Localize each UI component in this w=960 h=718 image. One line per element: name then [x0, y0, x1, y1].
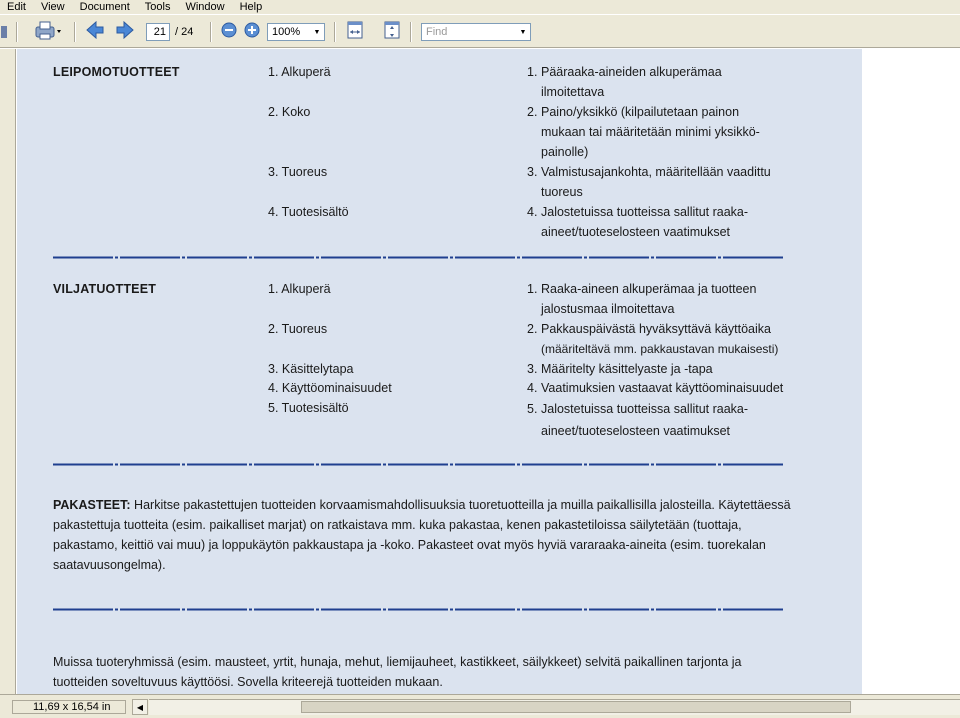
menu-bar [0, 0, 960, 14]
toolbar-separator [74, 22, 76, 42]
requirement: 1. Pääraaka-aineiden alkuperämaa ilmoitettava [527, 65, 722, 99]
criterion: 1. Alkuperä [268, 282, 331, 296]
document-page [17, 49, 862, 694]
left-panel-icon[interactable] [0, 21, 10, 43]
menu-view[interactable]: View [40, 1, 65, 13]
menu-help[interactable]: Help [239, 1, 263, 13]
requirement: 4. Jalostetuissa tuotteissa sallitut raaka- aineet/tuoteselosteen vaatimukset [527, 205, 749, 239]
print-icon [32, 19, 62, 46]
section-divider [53, 608, 784, 611]
zoom-select[interactable] [267, 23, 325, 41]
horizontal-scrollbar[interactable] [149, 699, 960, 715]
toolbar-separator [334, 22, 336, 42]
print-button[interactable] [30, 21, 64, 43]
next-page-button[interactable] [114, 21, 136, 43]
criterion: 4. Tuotesisältö [268, 205, 349, 219]
criterion: 3. Tuoreus [268, 165, 328, 179]
requirement: 3. Määritelty käsittelyaste ja -tapa [527, 362, 713, 376]
criterion: 2. Tuoreus [268, 322, 328, 336]
zoom-in-button[interactable] [241, 21, 263, 43]
toolbar-separator [410, 22, 412, 42]
scrollbar-thumb[interactable] [301, 701, 851, 713]
previous-page-button[interactable] [84, 21, 106, 43]
criterion: 3. Käsittelytapa [268, 362, 354, 376]
zoom-out-icon [221, 22, 237, 43]
next-page-icon [115, 21, 135, 44]
muissa-paragraph: Muissa tuoteryhmissä (esim. mausteet, yrtit, hunaja, mehut, liemijauheet, kastikkeet, säilykkeet) selvitä paikallinen tarjonta ja tuotteiden soveltuvuus käyttöösi. Sovella kriteerejä tuotteiden mukaan. [53, 655, 742, 689]
requirement: 2. Paino/yksikkö (kilpailutetaan painon mukaan tai määritetään minimi yksikkö- painolle) [527, 105, 760, 159]
navigation-pane-strip[interactable] [0, 49, 16, 694]
section-title: VILJATUOTTEET [53, 282, 157, 296]
menu-tools[interactable]: Tools [144, 1, 171, 13]
menu-edit[interactable]: Edit [7, 1, 26, 13]
find-input[interactable] [421, 23, 531, 41]
toolbar-separator [210, 22, 212, 42]
status-bar [0, 694, 960, 718]
section-divider [53, 256, 784, 259]
requirement: 2. Pakkauspäivästä hyväksyttävä käyttöaika (määriteltävä mm. pakkaustavan mukaisesti) [527, 322, 779, 356]
menu-document[interactable]: Document [79, 1, 130, 13]
requirement: 3. Valmistusajankohta, määritellään vaadittu tuoreus [527, 165, 771, 199]
toolbar [0, 14, 960, 48]
fit-width-icon [346, 21, 364, 44]
fit-page-icon [383, 21, 401, 44]
viewer-background [862, 49, 960, 694]
zoom-out-button[interactable] [218, 21, 240, 43]
requirement: 5. Jalostetuissa tuotteissa sallitut raaka- aineet/tuoteselosteen vaatimukset [527, 402, 749, 438]
pakasteet-text: Harkitse pakastettujen tuotteiden korvaamismahdollisuuksia tuoretuotteilla ja muilla paikallisilla jalosteilla. Käytettäessä pakastettuja tuotteita (esim. paikalliset marjat) on ratkaistava mm. kuka pakastaa, kenen pakastetiloissa säilytetään (tuottaja, pakastamo, keittiö vai muu) ja loppukäytön pakkaustapa ja -koko. Pakasteet ovat myös hyviä vararaaka-aineita (esim. tuorekalan saatavuusongelma). [53, 498, 791, 572]
menu-window[interactable]: Window [185, 1, 225, 13]
criterion: 4. Käyttöominaisuudet [268, 381, 392, 395]
zoom-in-icon [244, 22, 260, 43]
requirement: 1. Raaka-aineen alkuperämaa ja tuotteen jalostusmaa ilmoitettava [527, 282, 757, 316]
criterion: 2. Koko [268, 105, 311, 119]
zoom-value: 100% [272, 26, 301, 38]
fit-page-button[interactable] [381, 21, 403, 43]
page-number-input[interactable]: 21 [146, 23, 170, 41]
previous-page-icon [85, 21, 105, 44]
find-placeholder: Find [426, 26, 448, 38]
criterion: 1. Alkuperä [268, 65, 331, 79]
section-title: LEIPOMOTUOTTEET [53, 65, 180, 79]
requirement: 4. Vaatimuksien vastaavat käyttöominaisuudet [527, 381, 784, 395]
section-divider [53, 463, 784, 466]
page-total-label: / 24 [175, 26, 194, 38]
pakasteet-paragraph [53, 495, 793, 575]
toolbar-separator [16, 22, 18, 42]
criterion: 5. Tuotesisältö [268, 401, 349, 415]
pakasteet-label: PAKASTEET: [53, 498, 131, 512]
chevron-down-icon[interactable]: ▼ [519, 28, 527, 36]
scroll-left-button[interactable] [132, 699, 148, 715]
fit-width-button[interactable] [344, 21, 366, 43]
chevron-left-icon: ◀ [136, 702, 144, 712]
chevron-down-icon[interactable]: ▼ [313, 28, 321, 36]
page-size-readout: 11,69 x 16,54 in [12, 700, 126, 714]
